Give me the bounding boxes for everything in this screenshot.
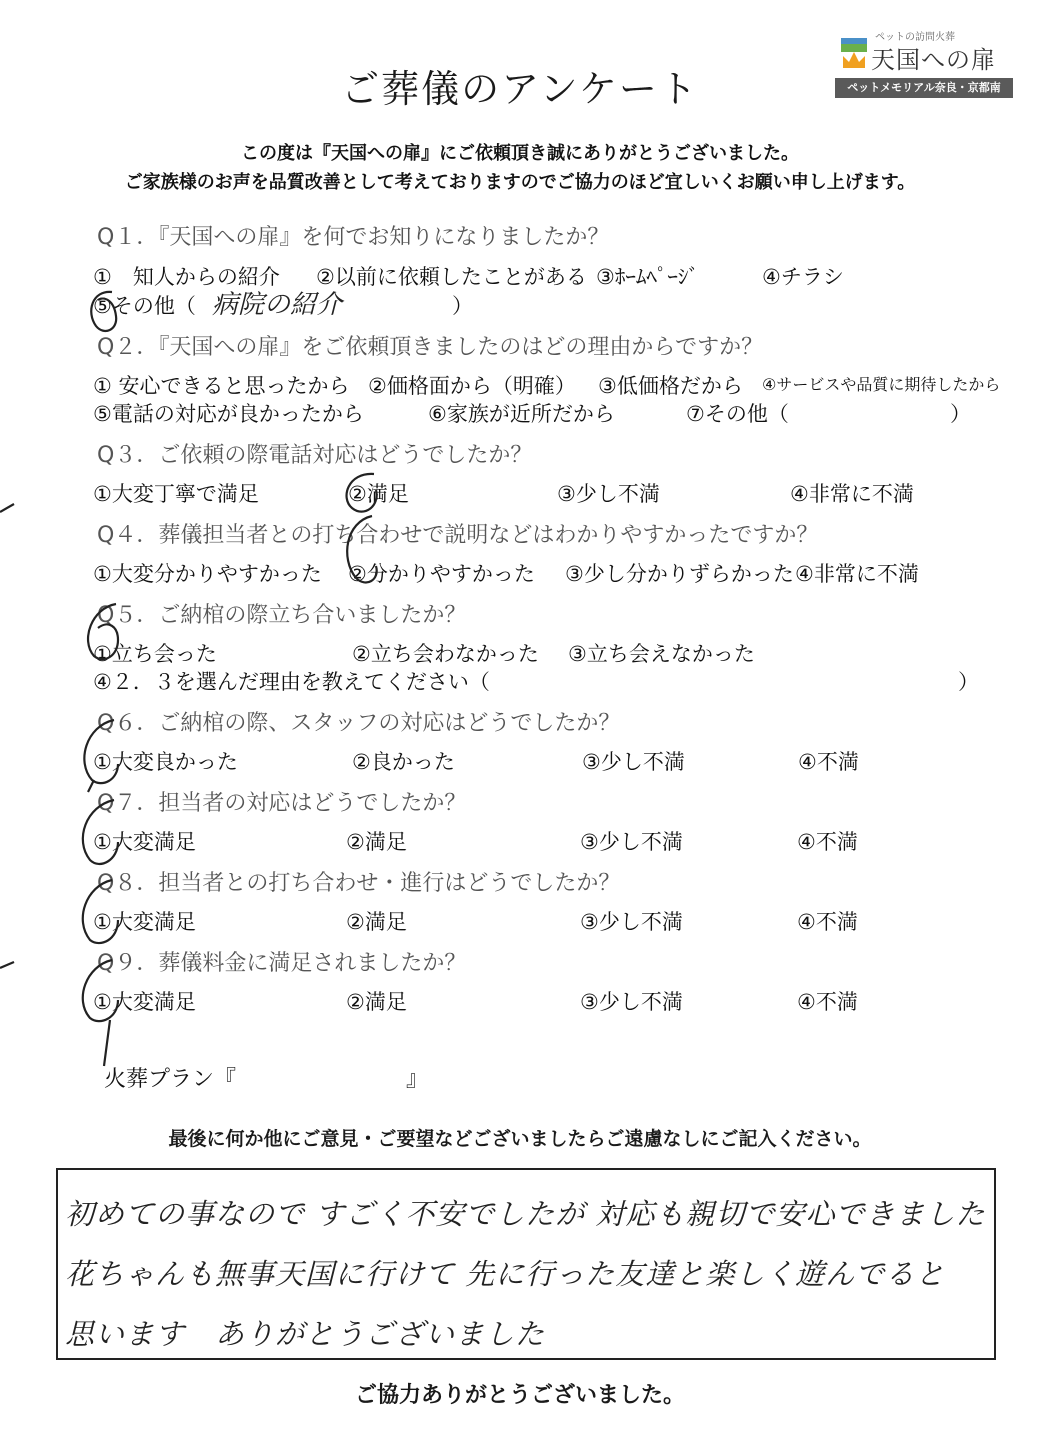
q5-reason-label: ④２．３を選んだ理由を教えてください（ [93,670,490,694]
q2-option-7[interactable]: ⑦その他（ [686,402,789,426]
q8-option-3[interactable]: ③少し不満 [580,910,683,934]
q1-other-close: ） [452,294,473,318]
q5-question: Q５．ご納棺の際立ち合いましたか？ [97,603,467,628]
q5-option-3[interactable]: ③立ち会えなかった [568,642,755,666]
q8-option-4[interactable]: ④不満 [797,910,858,934]
q3-option-1[interactable]: ①大変丁寧で満足 [93,482,259,506]
q9-option-4[interactable]: ④不満 [797,990,858,1014]
cremation-plan-label: 火葬プラン『 [104,1067,237,1092]
final-request-text: 最後に何か他にご意見・ご要望などございましたらご遠慮なしにご記入ください。 [168,1128,872,1150]
crown-flag-icon [841,38,867,72]
q2-option-4[interactable]: ④サービスや品質に期待したから [762,375,1001,394]
q3-option-2[interactable]: ②満足 [348,482,409,506]
q2-option-1[interactable]: ① 安心できると思ったから [93,374,350,398]
page-title: ご葬儀のアンケート [341,67,699,111]
cremation-plan-close: 』 [406,1067,429,1092]
q9-option-1[interactable]: ①大変満足 [93,990,196,1014]
q1-option-4[interactable]: ④チラシ [762,265,844,289]
logo-tagline: ペットの訪問火葬 [875,32,955,43]
margin-tick-mark-2 [0,962,14,968]
logo-subtitle-bar: ペットメモリアル奈良・京都南 [835,78,1013,98]
q8-option-1[interactable]: ①大変満足 [93,910,196,934]
company-logo [835,28,1013,98]
q1-option-3[interactable]: ③ﾎｰﾑﾍﾟｰｼﾞ [596,265,699,289]
q3-option-3[interactable]: ③少し不満 [557,482,660,506]
q9-option-2[interactable]: ②満足 [346,990,407,1014]
q5-reason-close: ） [958,670,979,694]
q2-option-6[interactable]: ⑥家族が近所だから [428,402,615,426]
q6-option-4[interactable]: ④不満 [798,750,859,774]
q9-question: Q９．葬儀料金に満足されましたか？ [97,951,467,976]
q4-option-1[interactable]: ①大変分かりやすかった [93,562,322,586]
q7-question: Q７．担当者の対応はどうでしたか？ [97,791,467,816]
q7-option-3[interactable]: ③少し不満 [580,830,683,854]
logo-brand: 天国への扉 [871,46,996,74]
q4-question: Q４．葬儀担当者との打ち合わせで説明などはわかりやすかったですか？ [97,523,819,548]
q1-question: Q１．『天国への扉』を何でお知りになりましたか？ [97,225,610,250]
comment-line-1: 初めての事なので すごく不安でしたが 対応も親切で安心できました [65,1197,986,1231]
q7-option-4[interactable]: ④不満 [797,830,858,854]
q4-option-4[interactable]: ④非常に不満 [795,562,919,586]
q2-option-5[interactable]: ⑤電話の対応が良かったから [93,402,364,426]
q4-option-3[interactable]: ③少し分かりずらかった [565,562,794,586]
q7-option-2[interactable]: ②満足 [346,830,407,854]
q7-option-1[interactable]: ①大変満足 [93,830,196,854]
margin-tick-mark-1 [0,504,14,512]
q6-circle-tail-mark [88,780,94,792]
q3-option-4[interactable]: ④非常に不満 [790,482,914,506]
q2-option-2[interactable]: ②価格面から（明確） [368,374,576,398]
q2-question: Q２．『天国への扉』をご依頼頂きましたのはどの理由からですか？ [97,335,764,360]
q6-question: Q６．ご納棺の際、スタッフの対応はどうでしたか？ [97,711,621,736]
q8-question: Q８．担当者との打ち合わせ・進行はどうでしたか？ [97,871,621,896]
intro-line-2: ご家族様のお声を品質改善として考えておりますのでご協力のほど宜しいくお願い申し上げます。 [124,172,916,193]
comment-line-3: 思います ありがとうございました [65,1317,546,1351]
q5-option-2[interactable]: ②立ち会わなかった [352,642,539,666]
q6-option-2[interactable]: ②良かった [352,750,455,774]
q4-option-2[interactable]: ②分かりやすかった [348,562,535,586]
q1-other-answer[interactable]: 病院の紹介 [212,290,343,320]
q6-option-3[interactable]: ③少し不満 [582,750,685,774]
q1-option-1[interactable]: ① 知人からの紹介 [93,265,280,289]
q9-option-3[interactable]: ③少し不満 [580,990,683,1014]
q5-option-1[interactable]: ①立ち会った [93,642,217,666]
q6-option-1[interactable]: ①大変良かった [93,750,238,774]
q3-question: Q３．ご依頼の際電話対応はどうでしたか？ [97,443,533,468]
q2-option-3[interactable]: ③低価格だから [598,374,743,398]
q1-option-2[interactable]: ②以前に依頼したことがある [316,265,587,289]
q1-option-5[interactable]: ⑤その他（ [93,294,196,318]
q2-other-close: ） [950,402,971,426]
q8-option-2[interactable]: ②満足 [346,910,407,934]
intro-line-1: この度は『天国への扉』にご依頼頂き誠にありがとうございました。 [241,143,799,164]
closing-thanks: ご協力ありがとうございました。 [354,1383,685,1408]
comment-line-2: 花ちゃんも無事天国に行けて 先に行った友達と楽しく遊んでると [65,1257,946,1291]
